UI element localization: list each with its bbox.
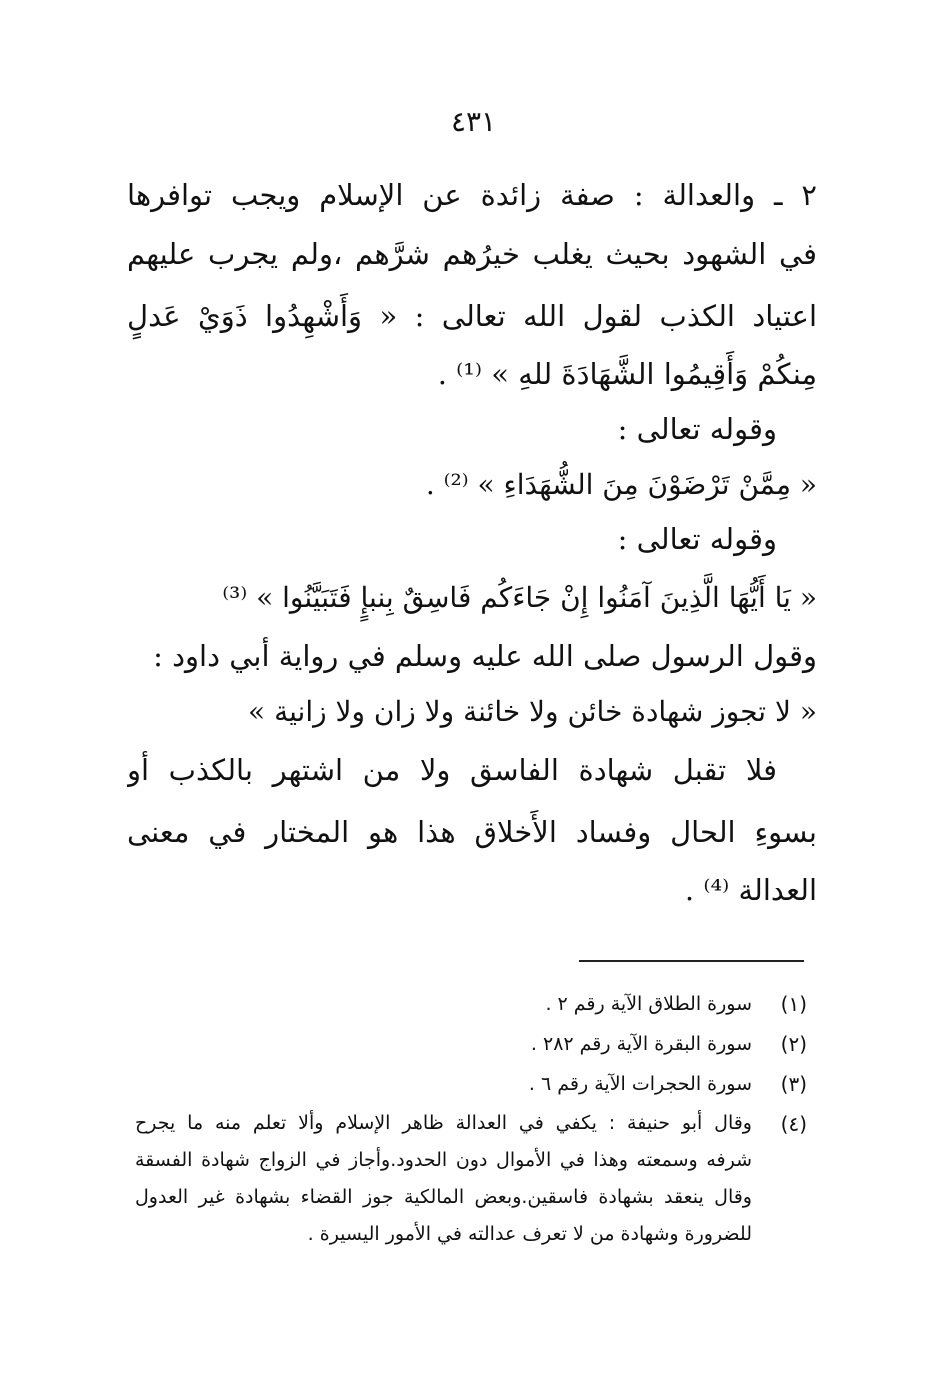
footnote xyxy=(135,1025,807,1063)
verse-intro: وقوله تعالى : xyxy=(617,522,777,556)
footnote-number: (٢) xyxy=(780,1032,807,1056)
quran-verse: « مِمَّنْ تَرْضَوْنَ مِنَ الشُّهَدَاءِ » ⁽²⁾ . xyxy=(425,468,817,501)
footnote-line: وقال ينعقد بشهادة فاسقين.وبعض المالكية جوز القضاء بشهادة غير العدول xyxy=(135,1186,752,1208)
conclusion-line: فلا تقبل شهادة الفاسق ولا من اشتهر بالكذب أو xyxy=(127,753,777,787)
footnote-separator xyxy=(579,960,804,962)
conclusion-line: العدالة ⁽⁴⁾ . xyxy=(684,873,817,907)
footnote xyxy=(135,1105,807,1253)
footnote-line: للضرورة وشهادة من لا تعرف عدالته في الأمور اليسيرة . xyxy=(307,1223,752,1245)
footnote xyxy=(135,985,807,1023)
footnotes xyxy=(135,985,807,1255)
footnote-number: (٤) xyxy=(780,1112,807,1136)
footnote-line: وقال أبو حنيفة : يكفي في العدالة ظاهر الإسلام وألا تعلم منه ما يجرح xyxy=(135,1112,752,1134)
paragraph-line: ٢ ـ والعدالة : صفة زائدة عن الإسلام ويجب توافرها xyxy=(127,178,817,212)
paragraph-line: مِنكُمْ وَأَقِيمُوا الشَّهَادَةَ للهِ » ⁽¹⁾ . xyxy=(437,357,817,391)
footnote-text: سورة الطلاق الآية رقم ٢ . xyxy=(545,993,752,1015)
footnote-line: شرفه وسمعته وهذا في الأموال دون الحدود.وأجاز في الزواج شهادة الفسقة xyxy=(135,1149,752,1171)
page-number: ٤٣١ xyxy=(450,105,497,138)
hadith-intro: وقول الرسول صلى الله عليه وسلم في رواية أبي داود : xyxy=(153,639,817,673)
footnote-number: (٣) xyxy=(780,1072,807,1096)
hadith-text: « لا تجوز شهادة خائن ولا خائنة ولا زان ولا زانية » xyxy=(248,695,817,728)
footnote-text: سورة الحجرات الآية رقم ٦ . xyxy=(528,1073,752,1095)
footnote-text: سورة البقرة الآية رقم ٢٨٢ . xyxy=(530,1033,752,1055)
main-text xyxy=(127,168,817,918)
quran-verse: « يَا أَيُّهَا الَّذِينَ آمَنُوا إِنْ جَاءَكُم فَاسِقٌ بِنبإٍ فَتَبَيَّنُوا » ⁽³⁾ xyxy=(222,581,817,614)
paragraph-line: في الشهود بحيث يغلب خيرُهم شرَّهم ،ولم يجرب عليهم xyxy=(127,237,817,271)
paragraph-line: اعتياد الكذب لقول الله تعالى : « وَأَشْهِدُوا ذَوَيْ عَدلٍ xyxy=(127,299,817,333)
footnote-number: (١) xyxy=(780,992,807,1016)
footnote xyxy=(135,1065,807,1103)
conclusion-line: بسوءِ الحال وفساد الأَخلاق هذا هو المختار في معنى xyxy=(127,815,817,849)
verse-intro: وقوله تعالى : xyxy=(617,412,777,446)
